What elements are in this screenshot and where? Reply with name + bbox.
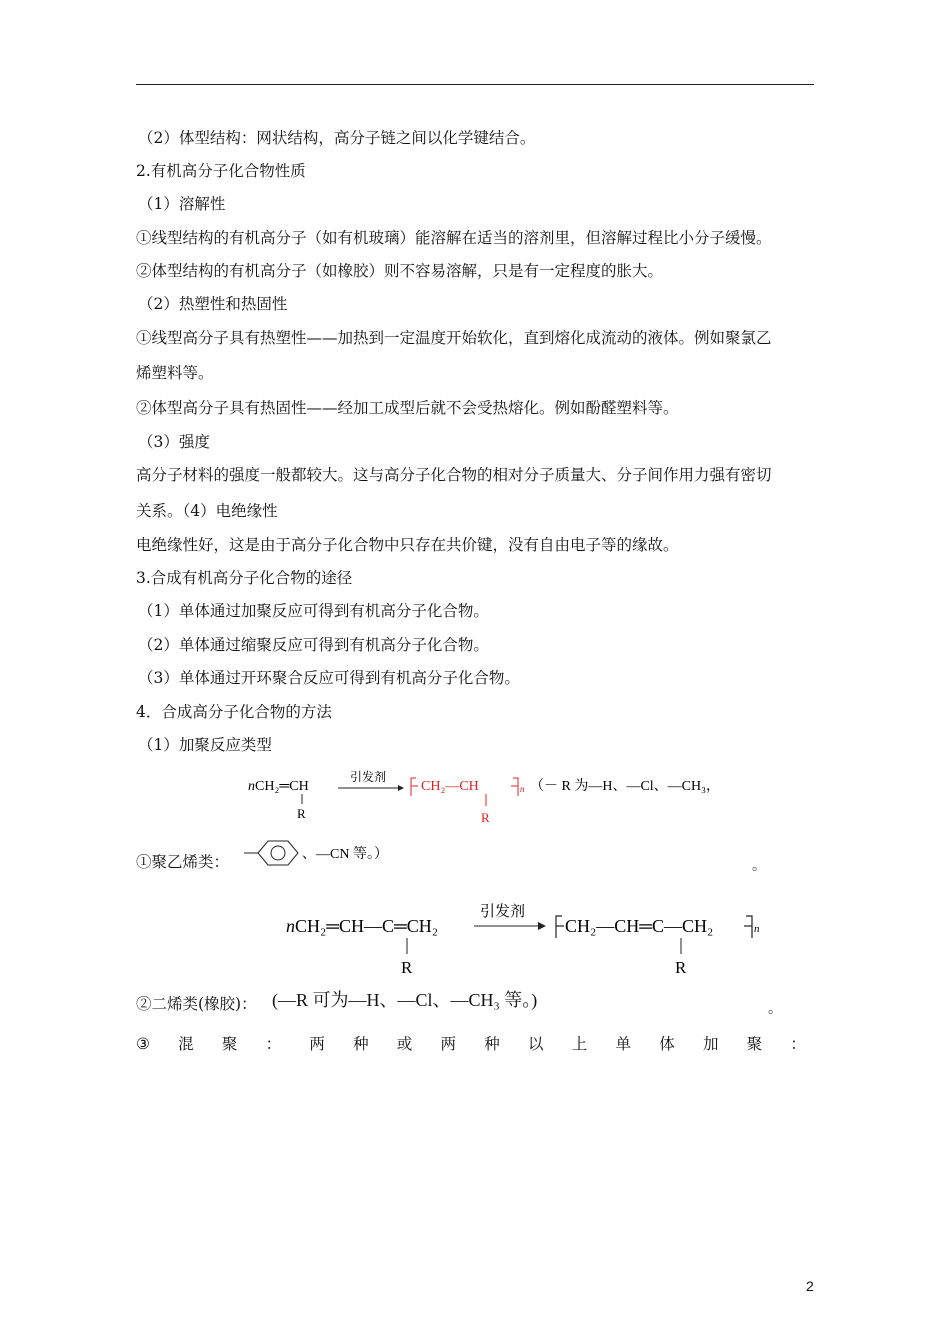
line-char: 种 bbox=[353, 1035, 369, 1053]
text-line: ②体型结构的有机高分子（如橡胶）则不容易溶解，只是有一定程度的胀大。 bbox=[136, 262, 664, 280]
eq2-arrow-label: 引发剂 bbox=[480, 904, 526, 920]
eq2-reactant-r: R bbox=[401, 958, 413, 977]
text-line: 高分子材料的强度一般都较大。这与高分子化合物的相对分子质量大、分子间作用力强有密切 bbox=[136, 466, 772, 484]
eq1-product-text: CH₂—CH bbox=[421, 779, 479, 794]
subsection-heading: （2）热塑性和热固性 bbox=[138, 295, 288, 313]
line-char: 或 bbox=[396, 1035, 413, 1053]
eq1-product-r: R bbox=[481, 810, 490, 825]
eq1-reactant-r: R bbox=[297, 806, 306, 821]
text-line: ①线型结构的有机高分子（如有机玻璃）能溶解在适当的溶剂里，但溶解过程比小分子缓慢。 bbox=[136, 229, 772, 247]
line-char: 种 bbox=[484, 1035, 500, 1053]
subsection-heading: （1）加聚反应类型 bbox=[138, 736, 272, 754]
polyethylene-equation bbox=[240, 768, 780, 830]
text-line: 烯塑料等。 bbox=[136, 364, 214, 382]
text-line: ②体型高分子具有热固性——经加工成型后就不会受热熔化。例如酚醛塑料等。 bbox=[136, 399, 679, 417]
line-char: 单 bbox=[615, 1035, 631, 1053]
diene-equation bbox=[284, 896, 784, 982]
eq1-n-sub: n bbox=[520, 784, 525, 794]
page-number: 2 bbox=[806, 1278, 814, 1294]
eq2-product-text: CH₂—CH═C—CH₂ bbox=[565, 916, 714, 936]
line-char: 两 bbox=[309, 1035, 325, 1053]
eq1-note2: 、—CN 等。） bbox=[302, 847, 388, 862]
line-char: 聚 bbox=[221, 1035, 238, 1053]
text-line: ①聚乙烯类： bbox=[136, 853, 230, 871]
eq2-n: n bbox=[286, 916, 295, 936]
section-heading: 4．合成高分子化合物的方法 bbox=[136, 703, 332, 721]
eq1-arrow-head bbox=[398, 785, 404, 791]
period-mark: 。 bbox=[768, 1001, 782, 1017]
line-char: ： bbox=[265, 1035, 282, 1053]
period-mark: 。 bbox=[752, 858, 766, 874]
line-char: 以 bbox=[528, 1035, 544, 1053]
line-char: ： bbox=[790, 1035, 806, 1053]
eq1-n: n bbox=[248, 779, 255, 794]
text-line: 电绝缘性好，这是由于高分子化合物中只存在共价键，没有自由电子等的缘故。 bbox=[136, 536, 679, 554]
line-char: 体 bbox=[659, 1035, 675, 1053]
mixed-polymerization-line bbox=[136, 1033, 806, 1055]
section-heading: 3.合成有机高分子化合物的途径 bbox=[136, 569, 353, 587]
text-line: （2）单体通过缩聚反应可得到有机高分子化合物。 bbox=[138, 636, 489, 654]
subsection-heading: （1）溶解性 bbox=[138, 195, 226, 213]
benzene-substituent bbox=[242, 834, 412, 872]
line-char: 两 bbox=[440, 1035, 457, 1053]
eq2-reactant: CH₂═CH—C═CH₂ bbox=[295, 916, 439, 936]
header-rule bbox=[136, 84, 814, 85]
eq2-note: (—R 可为—H、—Cl、—CH₃ 等。) bbox=[272, 990, 538, 1010]
eq1-note: （－ R 为—H、—Cl、—CH₃， bbox=[530, 779, 721, 794]
text-line: （2）体型结构：网状结构，高分子链之间以化学键结合。 bbox=[138, 129, 536, 147]
eq2-n-sub: n bbox=[754, 923, 760, 935]
eq1-reactant: CH₂═CH bbox=[255, 779, 309, 794]
text-line: ①线型高分子具有热塑性——加热到一定温度开始软化，直到熔化成流动的液体。例如聚氯乙 bbox=[136, 329, 772, 347]
benzene-ring-icon bbox=[258, 841, 298, 865]
line-char: ③ bbox=[136, 1035, 150, 1053]
eq1-arrow-label: 引发剂 bbox=[350, 770, 387, 784]
text-line: （3）单体通过开环聚合反应可得到有机高分子化合物。 bbox=[138, 669, 520, 687]
text-line: 关系。（4）电绝缘性 bbox=[136, 502, 278, 520]
line-char: 混 bbox=[178, 1035, 194, 1053]
subsection-heading: （3）强度 bbox=[138, 433, 210, 451]
text-line: ②二烯类(橡胶)： bbox=[136, 995, 257, 1013]
line-char: 上 bbox=[571, 1035, 588, 1053]
line-char: 聚 bbox=[746, 1035, 763, 1053]
line-char: 加 bbox=[702, 1035, 719, 1053]
text-line: （1）单体通过加聚反应可得到有机高分子化合物。 bbox=[138, 602, 489, 620]
eq2-arrow-head bbox=[538, 922, 546, 930]
eq2-product-r: R bbox=[675, 958, 687, 977]
section-heading: 2.有机高分子化合物性质 bbox=[136, 162, 306, 180]
